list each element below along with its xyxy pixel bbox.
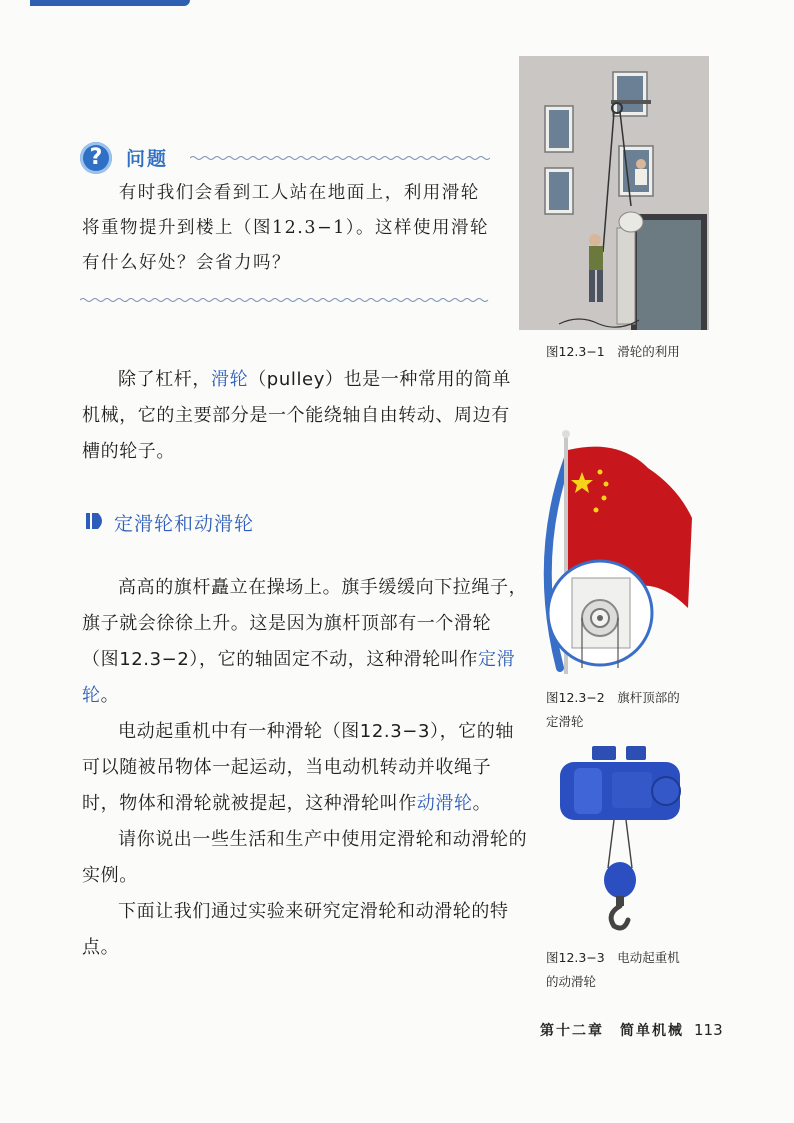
figure-2-caption (546, 686, 680, 734)
top-wave-divider (190, 154, 490, 162)
figure-3-caption-line-1: 图12.3−3 电动起重机 (546, 950, 680, 965)
page-footer (540, 1020, 723, 1040)
paragraph-flagpole (82, 570, 528, 714)
figure-flag-pulley (538, 428, 698, 678)
question-line-3: 有什么好处？会省力吗？ (82, 253, 291, 273)
question-title: 问题 (126, 148, 169, 170)
figure-electric-hoist (556, 742, 686, 932)
paragraph-2-post: 。 (472, 793, 492, 814)
term-movable-pulley: 动滑轮 (416, 793, 473, 814)
bottom-wave-divider (80, 296, 490, 304)
section-title: 定滑轮和动滑轮 (114, 513, 255, 535)
figure-building-pulley (519, 56, 709, 330)
question-line-2: 将重物提升到楼上（图12.3−1）。这样使用滑轮 (82, 218, 490, 238)
paragraph-2-pre: 电动起重机中有一种滑轮（图12.3−3），它的轴可以随被吊物体一起运动，当电动机转动并收绳子时，物体和滑轮就被提起，这种滑轮叫作 (82, 721, 515, 814)
figure-1-caption: 图12.3−1 滑轮的利用 (546, 344, 680, 359)
intro-paragraph (82, 362, 528, 470)
figure-2-caption-line-2: 定滑轮 (546, 714, 584, 729)
footer-chapter: 第十二章 简单机械 (540, 1023, 684, 1039)
paragraph-examples: 请你说出一些生活和生产中使用定滑轮和动滑轮的实例。 (82, 829, 528, 886)
paragraph-1-pre: 高高的旗杆矗立在操场上。旗手缓缓向下拉绳子，旗子就会徐徐上升。这是因为旗杆顶部有一个滑轮（图12.3−2），它的轴固定不动，这种滑轮叫作 (82, 577, 528, 670)
question-text (82, 176, 492, 281)
term-pulley: 滑轮 (211, 369, 249, 390)
intro-post: （pulley）也是一种常用的简单机械，它的主要部分是一个能绕轴自由转动、周边有槽的轮子。 (82, 369, 511, 462)
intro-pre: 除了杠杆， (118, 369, 211, 390)
section-paragraphs (82, 570, 528, 966)
paragraph-crane (82, 714, 528, 822)
corner-tab (30, 0, 190, 6)
paragraph-1-post: 。 (100, 685, 120, 706)
figure-3-caption-line-2: 的动滑轮 (546, 974, 597, 989)
section-marker-icon (86, 511, 106, 531)
question-icon: ? (80, 142, 112, 174)
figure-2-caption-line-1: 图12.3−2 旗杆顶部的 (546, 690, 680, 705)
question-line-1: 有时我们会看到工人站在地面上，利用滑轮 (118, 183, 480, 203)
figure-3-caption (546, 946, 680, 994)
page-number: 113 (694, 1021, 723, 1039)
term-fixed-pulley: 定滑轮 (82, 649, 516, 706)
paragraph-experiment: 下面让我们通过实验来研究定滑轮和动滑轮的特点。 (82, 901, 509, 958)
